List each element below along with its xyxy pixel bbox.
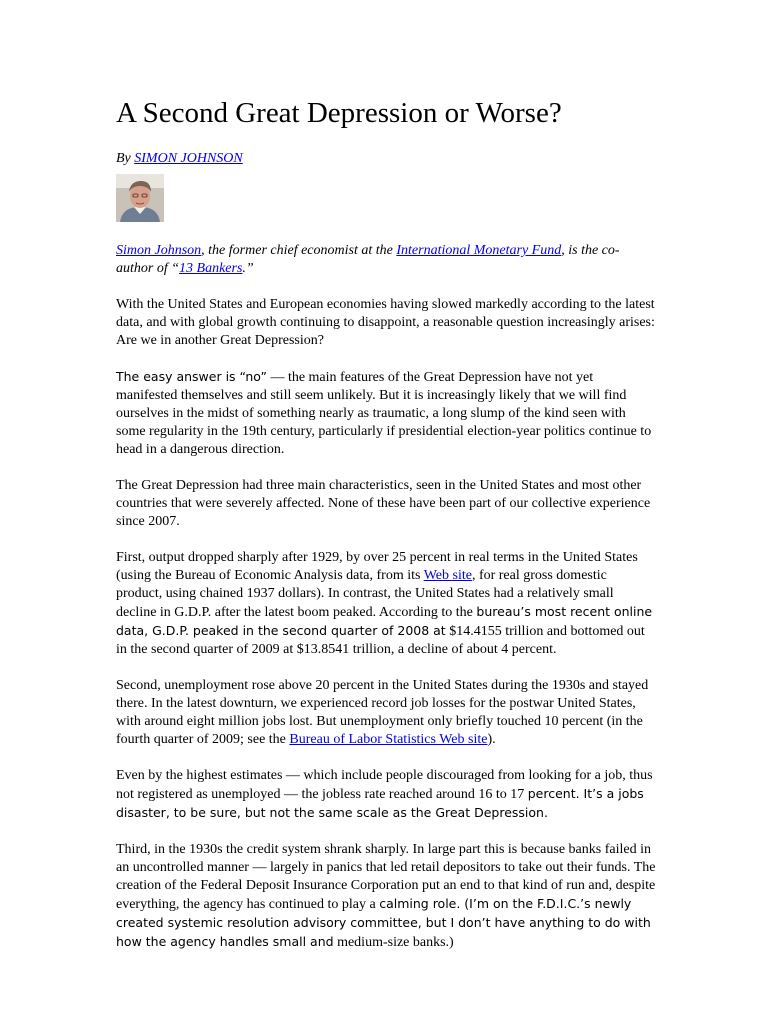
article xyxy=(116,96,656,952)
paragraph-text: The easy answer is “no” xyxy=(116,369,267,384)
author-name-link[interactable]: Simon Johnson xyxy=(116,243,202,258)
paragraph-text: First, output dropped sharply after 1929, by over 25 percent in real terms in the United States (using the Bureau of Economic Analysis data, from its xyxy=(116,550,638,583)
paragraph-6 xyxy=(116,767,656,823)
bea-web-site-link[interactable]: Web site xyxy=(423,568,472,583)
book-link[interactable]: 13 Bankers xyxy=(179,261,243,276)
paragraph-text: ). xyxy=(487,732,496,747)
paragraph-7 xyxy=(116,841,656,952)
author-bio xyxy=(116,242,656,278)
article-title: A Second Great Depression or Worse? xyxy=(116,97,562,129)
paragraph-2 xyxy=(116,368,656,459)
paragraph-text: medium-size banks.) xyxy=(333,935,454,950)
paragraph-text: bureau’s most recent online data, G.D.P. peaked in the second quarter of 2008 at xyxy=(116,604,653,638)
author-link[interactable]: SIMON JOHNSON xyxy=(134,151,243,166)
bio-text: , is the co-author of “ xyxy=(116,243,620,276)
paragraph-3: The Great Depression had three main characteristics, seen in the United States and most other countries that were severely affected. None of these have been part of our collective experience since 2007. xyxy=(116,478,651,529)
imf-link[interactable]: International Monetary Fund xyxy=(396,243,562,258)
bio-text: , the former chief economist at the xyxy=(201,243,397,258)
paragraph-text: Even by the highest estimates — which include people discouraged from looking for a job, thus not registered as unemployed — the jobless rate reached around 16 to 17 xyxy=(116,768,653,802)
author-photo-icon[interactable] xyxy=(116,174,164,222)
byline-prefix: By xyxy=(116,151,135,166)
paragraph-4 xyxy=(116,549,656,659)
paragraph-text: Second, unemployment rose above 20 percent in the United States during the 1930s and stayed there. In the latest downturn, we experienced record job losses for the postwar United States, with around eight million jobs lost. But unemployment only briefly touched 10 percent (in the fourth quarter of 2009; see the xyxy=(116,678,649,747)
byline xyxy=(116,150,656,168)
bls-web-site-link[interactable]: Bureau of Labor Statistics Web site xyxy=(289,732,488,747)
paragraph-text: — the main features of the Great Depression have not yet manifested themselves and still seem unlikely. But it is increasingly likely that we will find ourselves in the midst of something nearly as traumatic, a long slump of the kind seen with some regularity in the 19th century, particularly if presidential election-year politics continue to head in a dangerous direction. xyxy=(116,370,652,457)
bio-text: .” xyxy=(242,261,254,276)
paragraph-text: , for real gross domestic product, using chained 1937 dollars). In contrast, the United States had a relatively small decline in G.D.P. after the latest boom peaked. According to the xyxy=(116,568,614,620)
paragraph-1: With the United States and European economies having slowed markedly according to the latest data, and with global growth continuing to disappoint, a reasonable question increasingly arises: Are we in another Great Depression? xyxy=(116,297,655,348)
paragraph-text: percent. It’s a jobs disaster, to be sure, but not the same scale as the Great Depression. xyxy=(116,786,644,820)
paragraph-5 xyxy=(116,677,656,749)
paragraph-text: $14.4155 trillion and bottomed out in the second quarter of 2009 at $13.8541 trillion, a decline of about 4 percent. xyxy=(116,624,645,657)
paragraph-text: calming role. (I’m on the F.D.I.C.’s newly created systemic resolution advisory committee, but I don’t have anything to do with how the agency handles small and xyxy=(116,896,651,949)
paragraph-text: Third, in the 1930s the credit system shrank sharply. In large part this is because banks failed in an uncontrolled manner — largely in panics that led retail depositors to take out their funds. The creation of the Federal Deposit Insurance Corporation put an end to that kind of run and, despite everything, the agency has continued to play a xyxy=(116,842,656,912)
